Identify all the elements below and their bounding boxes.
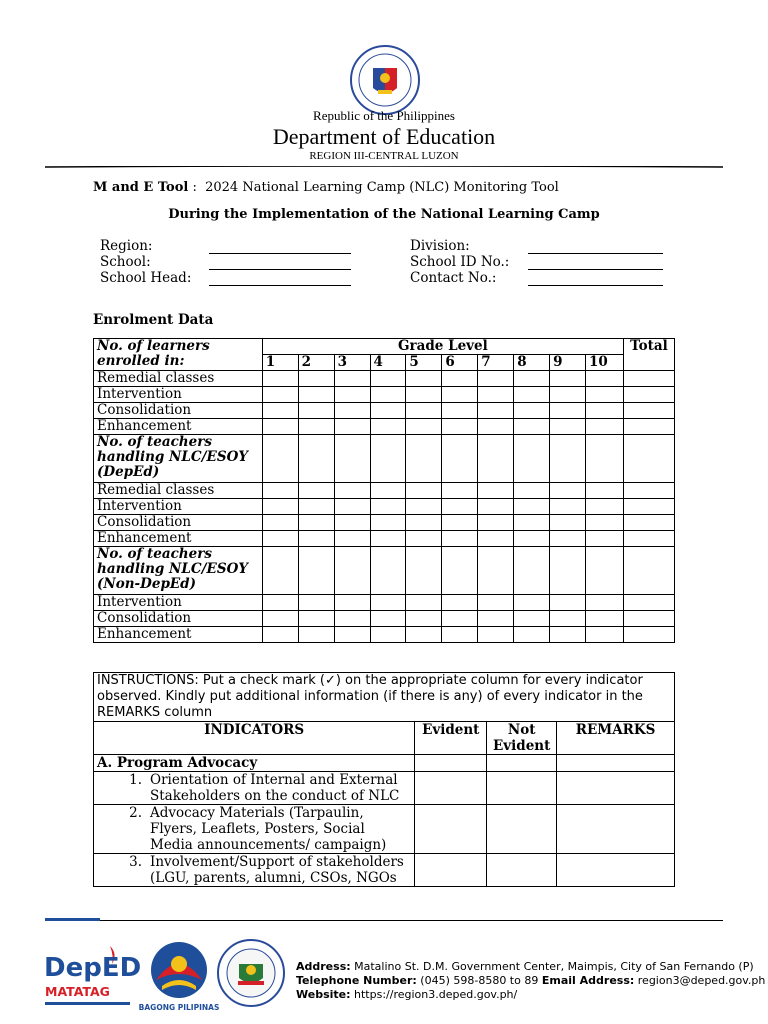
cell[interactable] bbox=[478, 531, 514, 547]
cell[interactable] bbox=[334, 515, 370, 531]
not-evident-header: Not Evident bbox=[487, 722, 557, 755]
indicator-item: 2. Advocacy Materials (Tarpaulin, Flyers, Leaflets, Posters, Social Media announcements/ campaign) bbox=[94, 805, 415, 854]
cell[interactable] bbox=[298, 627, 334, 643]
cell[interactable] bbox=[557, 805, 675, 854]
remarks-header: REMARKS bbox=[557, 722, 675, 755]
cell[interactable] bbox=[298, 483, 334, 499]
grade-header: 7 bbox=[478, 355, 514, 371]
cell[interactable] bbox=[586, 515, 624, 531]
cell[interactable] bbox=[478, 627, 514, 643]
cell[interactable] bbox=[442, 627, 478, 643]
cell[interactable] bbox=[334, 611, 370, 627]
contact-label: Contact No.: bbox=[410, 270, 497, 286]
table-row bbox=[94, 673, 675, 722]
cell[interactable] bbox=[550, 403, 586, 419]
cell[interactable] bbox=[334, 419, 370, 435]
table-row bbox=[94, 611, 675, 627]
cell[interactable] bbox=[623, 483, 674, 499]
cell[interactable] bbox=[442, 435, 478, 483]
table-row bbox=[94, 627, 675, 643]
cell[interactable] bbox=[262, 515, 298, 531]
cell[interactable] bbox=[442, 387, 478, 403]
cell[interactable] bbox=[550, 515, 586, 531]
cell[interactable] bbox=[334, 483, 370, 499]
row-label: Consolidation bbox=[94, 611, 263, 627]
header-divider bbox=[45, 166, 723, 168]
school-head-field[interactable] bbox=[209, 285, 351, 286]
table-row bbox=[94, 722, 675, 755]
cell[interactable] bbox=[298, 387, 334, 403]
footer-website-line: Website: https://region3.deped.gov.ph/ bbox=[296, 988, 518, 1001]
cell[interactable] bbox=[478, 595, 514, 611]
cell[interactable] bbox=[298, 371, 334, 387]
row-label: Intervention bbox=[94, 595, 263, 611]
table-row bbox=[94, 547, 675, 595]
cell[interactable] bbox=[415, 772, 487, 805]
cell[interactable] bbox=[415, 854, 487, 887]
cell[interactable] bbox=[370, 419, 406, 435]
school-id-field[interactable] bbox=[528, 269, 663, 270]
cell[interactable] bbox=[557, 772, 675, 805]
cell[interactable] bbox=[370, 403, 406, 419]
grade-header: 10 bbox=[586, 355, 624, 371]
total-header: Total bbox=[623, 339, 674, 371]
cell[interactable] bbox=[514, 435, 550, 483]
table-row bbox=[94, 419, 675, 435]
cell[interactable] bbox=[406, 387, 442, 403]
cell[interactable] bbox=[370, 483, 406, 499]
indicators-header: INDICATORS bbox=[94, 722, 415, 755]
cell[interactable] bbox=[262, 547, 298, 595]
enrolment-table bbox=[93, 338, 675, 643]
cell[interactable] bbox=[442, 595, 478, 611]
cell[interactable] bbox=[623, 515, 674, 531]
cell[interactable] bbox=[298, 515, 334, 531]
division-field[interactable] bbox=[528, 253, 663, 254]
school-head-label: School Head: bbox=[100, 270, 192, 286]
cell[interactable] bbox=[442, 611, 478, 627]
school-id-label: School ID No.: bbox=[410, 254, 510, 270]
cell[interactable] bbox=[298, 419, 334, 435]
cell[interactable] bbox=[406, 483, 442, 499]
school-label: School: bbox=[100, 254, 151, 270]
grade-header: 3 bbox=[334, 355, 370, 371]
cell[interactable] bbox=[514, 595, 550, 611]
cell[interactable] bbox=[514, 627, 550, 643]
cell[interactable] bbox=[487, 772, 557, 805]
cell[interactable] bbox=[514, 483, 550, 499]
bagong-text: BAGONG PILIPINAS bbox=[138, 1003, 220, 1012]
table-row bbox=[94, 371, 675, 387]
table-row bbox=[94, 854, 675, 887]
cell[interactable] bbox=[586, 595, 624, 611]
cell[interactable] bbox=[442, 403, 478, 419]
footer-phone-line: Telephone Number: (045) 598-8580 to 89 Email Address: region3@deped.gov.ph bbox=[296, 974, 766, 987]
table-row bbox=[94, 435, 675, 483]
region-label: Region: bbox=[100, 238, 153, 254]
cell[interactable] bbox=[334, 499, 370, 515]
cell[interactable] bbox=[586, 387, 624, 403]
footer-accent bbox=[45, 918, 100, 921]
cell[interactable] bbox=[478, 547, 514, 595]
row-label: Enhancement bbox=[94, 419, 263, 435]
cell[interactable] bbox=[406, 611, 442, 627]
deped-teachers-header: No. of teachers handling NLC/ESOY (DepEd) bbox=[94, 435, 263, 483]
matatag-text: MATATAG bbox=[45, 984, 110, 999]
cell[interactable] bbox=[478, 611, 514, 627]
cell[interactable] bbox=[370, 611, 406, 627]
cell[interactable] bbox=[406, 515, 442, 531]
cell[interactable] bbox=[514, 419, 550, 435]
grade-header: 1 bbox=[262, 355, 298, 371]
cell[interactable] bbox=[334, 595, 370, 611]
cell[interactable] bbox=[442, 531, 478, 547]
cell[interactable] bbox=[623, 627, 674, 643]
cell[interactable] bbox=[370, 627, 406, 643]
cell[interactable] bbox=[623, 499, 674, 515]
cell[interactable] bbox=[298, 499, 334, 515]
row-label: Enhancement bbox=[94, 627, 263, 643]
footer-address-line: Address: Matalino St. D.M. Government Center, Maimpis, City of San Fernando (P) bbox=[296, 960, 754, 973]
cell[interactable] bbox=[262, 371, 298, 387]
department-heading: Department of Education bbox=[272, 124, 496, 149]
cell[interactable] bbox=[298, 435, 334, 483]
republic-seal-icon bbox=[216, 938, 286, 1008]
cell[interactable] bbox=[334, 387, 370, 403]
cell[interactable] bbox=[487, 854, 557, 887]
region-field[interactable] bbox=[209, 253, 351, 254]
cell[interactable] bbox=[478, 419, 514, 435]
table-row bbox=[94, 515, 675, 531]
cell[interactable] bbox=[370, 435, 406, 483]
cell[interactable] bbox=[623, 371, 674, 387]
cell[interactable] bbox=[262, 435, 298, 483]
cell[interactable] bbox=[478, 371, 514, 387]
school-field[interactable] bbox=[209, 269, 351, 270]
table-row bbox=[94, 483, 675, 499]
cell[interactable] bbox=[514, 547, 550, 595]
cell[interactable] bbox=[514, 371, 550, 387]
cell[interactable] bbox=[262, 483, 298, 499]
cell[interactable] bbox=[406, 499, 442, 515]
grade-header: 5 bbox=[406, 355, 442, 371]
cell[interactable] bbox=[370, 595, 406, 611]
cell[interactable] bbox=[442, 483, 478, 499]
cell[interactable] bbox=[623, 435, 674, 483]
cell[interactable] bbox=[550, 595, 586, 611]
grade-header: 9 bbox=[550, 355, 586, 371]
cell[interactable] bbox=[442, 515, 478, 531]
tool-line bbox=[93, 180, 559, 195]
cell[interactable] bbox=[370, 515, 406, 531]
grade-level-header: Grade Level bbox=[262, 339, 623, 355]
cell[interactable] bbox=[623, 387, 674, 403]
cell[interactable] bbox=[262, 387, 298, 403]
tool-name: 2024 National Learning Camp (NLC) Monitoring Tool bbox=[205, 180, 559, 195]
cell[interactable] bbox=[262, 499, 298, 515]
deped-logo-text: DepED bbox=[44, 953, 142, 983]
cell[interactable] bbox=[514, 403, 550, 419]
table-row bbox=[94, 805, 675, 854]
cell[interactable] bbox=[406, 435, 442, 483]
cell[interactable] bbox=[623, 611, 674, 627]
cell[interactable] bbox=[557, 755, 675, 772]
cell[interactable] bbox=[514, 611, 550, 627]
cell[interactable] bbox=[586, 627, 624, 643]
cell[interactable] bbox=[514, 531, 550, 547]
cell[interactable] bbox=[406, 547, 442, 595]
cell[interactable] bbox=[586, 419, 624, 435]
cell[interactable] bbox=[370, 387, 406, 403]
cell[interactable] bbox=[334, 547, 370, 595]
cell[interactable] bbox=[442, 419, 478, 435]
cell[interactable] bbox=[478, 499, 514, 515]
row-label: Remedial classes bbox=[94, 483, 263, 499]
cell[interactable] bbox=[406, 403, 442, 419]
cell[interactable] bbox=[550, 387, 586, 403]
learners-header: No. of learners enrolled in: bbox=[94, 339, 263, 371]
evident-header: Evident bbox=[415, 722, 487, 755]
table-row bbox=[94, 531, 675, 547]
cell[interactable] bbox=[406, 595, 442, 611]
footer-email-link[interactable]: region3@deped.gov.ph bbox=[637, 974, 766, 987]
cell[interactable] bbox=[550, 499, 586, 515]
table-row bbox=[94, 387, 675, 403]
indicator-item: 3. Involvement/Support of stakeholders (LGU, parents, alumni, CSOs, NGOs bbox=[94, 854, 415, 887]
region-heading: REGION III-CENTRAL LUZON bbox=[309, 150, 459, 162]
cell[interactable] bbox=[298, 403, 334, 419]
cell[interactable] bbox=[406, 371, 442, 387]
row-label: Intervention bbox=[94, 387, 263, 403]
cell[interactable] bbox=[478, 403, 514, 419]
cell[interactable] bbox=[370, 531, 406, 547]
cell[interactable] bbox=[415, 805, 487, 854]
table-row bbox=[94, 595, 675, 611]
cell[interactable] bbox=[550, 547, 586, 595]
cell[interactable] bbox=[334, 531, 370, 547]
cell[interactable] bbox=[623, 595, 674, 611]
footer-divider bbox=[45, 920, 723, 921]
cell[interactable] bbox=[586, 531, 624, 547]
bagong-pilipinas-logo bbox=[138, 938, 220, 1014]
instructions-text: INSTRUCTIONS: Put a check mark (✓) on the appropriate column for every indicator observed. Kindly put additional information (if there is any) of every indicator in the REMARKS column bbox=[94, 673, 675, 722]
tool-colon: : bbox=[188, 180, 201, 195]
row-label: Enhancement bbox=[94, 531, 263, 547]
cell[interactable] bbox=[478, 387, 514, 403]
nondeped-teachers-header: No. of teachers handling NLC/ESOY (Non-DepEd) bbox=[94, 547, 263, 595]
grade-header: 2 bbox=[298, 355, 334, 371]
cell[interactable] bbox=[298, 595, 334, 611]
section-a-label: A. Program Advocacy bbox=[94, 755, 415, 772]
cell[interactable] bbox=[550, 483, 586, 499]
cell[interactable] bbox=[586, 499, 624, 515]
cell[interactable] bbox=[334, 435, 370, 483]
cell[interactable] bbox=[487, 755, 557, 772]
row-label: Consolidation bbox=[94, 515, 263, 531]
cell[interactable] bbox=[262, 403, 298, 419]
cell[interactable] bbox=[514, 387, 550, 403]
division-label: Division: bbox=[410, 238, 470, 254]
grade-header: 4 bbox=[370, 355, 406, 371]
cell[interactable] bbox=[298, 547, 334, 595]
cell[interactable] bbox=[550, 435, 586, 483]
grade-header: 6 bbox=[442, 355, 478, 371]
cell[interactable] bbox=[406, 627, 442, 643]
grade-header: 8 bbox=[514, 355, 550, 371]
cell[interactable] bbox=[550, 419, 586, 435]
cell[interactable] bbox=[298, 531, 334, 547]
table-row bbox=[94, 403, 675, 419]
cell[interactable] bbox=[623, 531, 674, 547]
table-row bbox=[94, 499, 675, 515]
cell[interactable] bbox=[370, 499, 406, 515]
cell[interactable] bbox=[370, 547, 406, 595]
cell[interactable] bbox=[262, 419, 298, 435]
cell[interactable] bbox=[514, 499, 550, 515]
cell[interactable] bbox=[334, 371, 370, 387]
deped-matatag-logo bbox=[44, 942, 142, 1012]
contact-field[interactable] bbox=[528, 285, 663, 286]
cell[interactable] bbox=[406, 531, 442, 547]
row-label: Remedial classes bbox=[94, 371, 263, 387]
deped-seal-icon bbox=[349, 44, 421, 116]
cell[interactable] bbox=[550, 627, 586, 643]
row-label: Intervention bbox=[94, 499, 263, 515]
footer-contact bbox=[296, 960, 765, 1002]
cell[interactable] bbox=[586, 435, 624, 483]
cell[interactable] bbox=[415, 755, 487, 772]
tool-label: M and E Tool bbox=[93, 180, 189, 195]
footer-website-link[interactable]: https://region3.deped.gov.ph/ bbox=[354, 988, 518, 1001]
tool-subtitle: During the Implementation of the National Learning Camp bbox=[168, 207, 600, 222]
cell[interactable] bbox=[442, 499, 478, 515]
enrolment-title: Enrolment Data bbox=[93, 312, 214, 328]
table-row bbox=[94, 755, 675, 772]
cell[interactable] bbox=[262, 595, 298, 611]
indicators-table bbox=[93, 672, 675, 887]
row-label: Consolidation bbox=[94, 403, 263, 419]
cell[interactable] bbox=[514, 515, 550, 531]
cell[interactable] bbox=[586, 547, 624, 595]
cell[interactable] bbox=[442, 371, 478, 387]
cell[interactable] bbox=[586, 371, 624, 387]
cell[interactable] bbox=[623, 547, 674, 595]
cell[interactable] bbox=[550, 371, 586, 387]
cell[interactable] bbox=[550, 611, 586, 627]
cell[interactable] bbox=[262, 531, 298, 547]
cell[interactable] bbox=[406, 419, 442, 435]
cell[interactable] bbox=[478, 435, 514, 483]
table-row bbox=[94, 772, 675, 805]
cell[interactable] bbox=[550, 531, 586, 547]
cell[interactable] bbox=[478, 483, 514, 499]
indicator-item: 1. Orientation of Internal and External Stakeholders on the conduct of NLC bbox=[94, 772, 415, 805]
cell[interactable] bbox=[586, 611, 624, 627]
cell[interactable] bbox=[623, 403, 674, 419]
cell[interactable] bbox=[370, 371, 406, 387]
cell[interactable] bbox=[586, 483, 624, 499]
cell[interactable] bbox=[262, 611, 298, 627]
republic-heading: Republic of the Philippines bbox=[313, 108, 455, 123]
cell[interactable] bbox=[334, 627, 370, 643]
cell[interactable] bbox=[487, 805, 557, 854]
table-row bbox=[94, 339, 675, 355]
cell[interactable] bbox=[334, 403, 370, 419]
cell[interactable] bbox=[586, 403, 624, 419]
cell[interactable] bbox=[623, 419, 674, 435]
cell[interactable] bbox=[262, 627, 298, 643]
cell[interactable] bbox=[442, 547, 478, 595]
cell[interactable] bbox=[298, 611, 334, 627]
cell[interactable] bbox=[557, 854, 675, 887]
cell[interactable] bbox=[478, 515, 514, 531]
